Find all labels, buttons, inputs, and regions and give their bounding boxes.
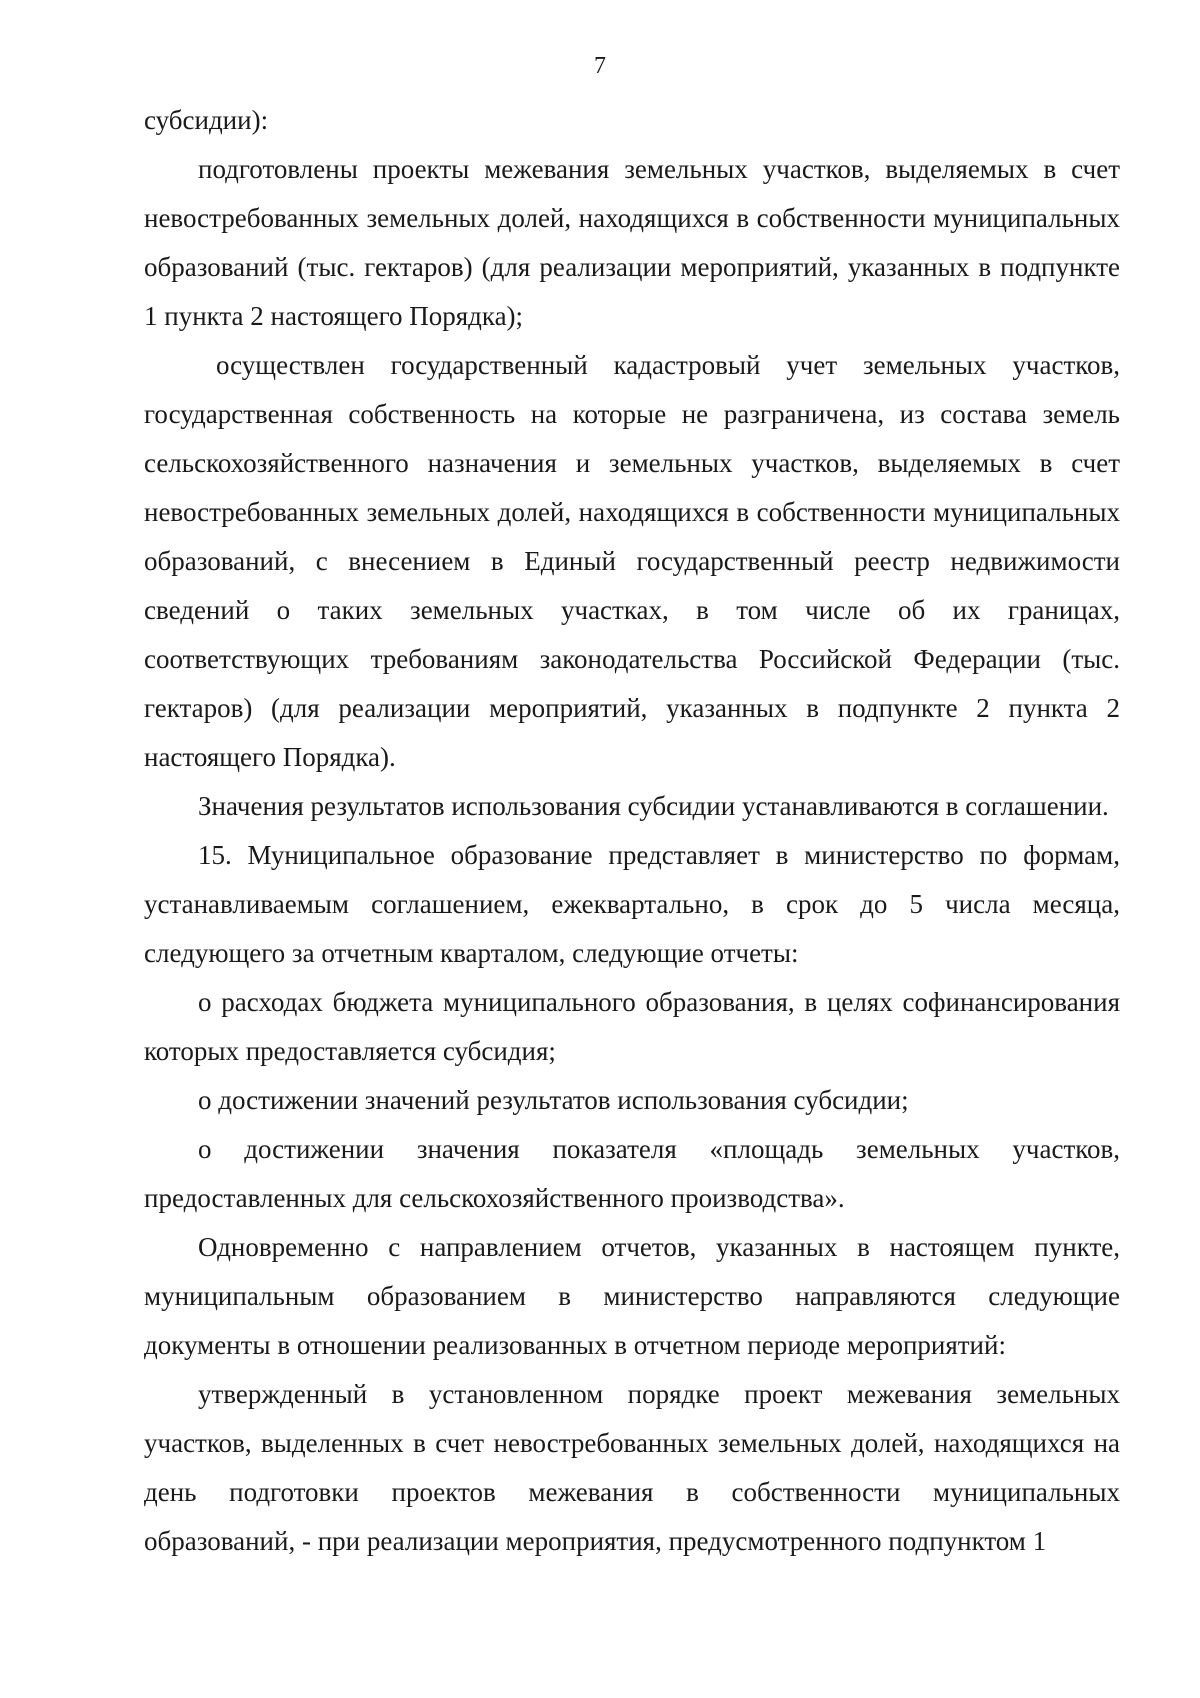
paragraph-result-values: Значения результатов использования субсидии устанавливаются в соглашении. — [198, 791, 1109, 821]
paragraph-report-expenses: о расходах бюджета муниципального образования, в целях софинансирования которых предоставляется субсидия; — [144, 987, 1120, 1066]
paragraph-land-survey-projects: подготовлены проекты межевания земельных участков, выделяемых в счет невостребованных земельных долей, находящихся в собственности муниципальных образований (тыс. гектаров) (для реализации мероприятий, указанных в подпункте 1 пункта 2 настоящего Порядка); — [144, 154, 1120, 331]
paragraph-report-results: о достижении значений результатов использования субсидии; — [198, 1085, 909, 1115]
paragraph-accompanying-documents: Одновременно с направлением отчетов, указанных в настоящем пункте, муниципальным образованием в министерство направляются следующие документы в отношении реализованных в отчетном периоде мероприятий: — [144, 1232, 1120, 1360]
paragraph-report-indicator: о достижении значения показателя «площадь земельных участков, предоставленных для сельскохозяйственного производства». — [144, 1134, 1120, 1213]
page-number: 7 — [594, 53, 606, 79]
document-body — [144, 96, 1120, 1566]
paragraph-approved-project: утвержденный в установленном порядке проект межевания земельных участков, выделенных в счет невостребованных земельных долей, находящихся на день подготовки проектов межевания в собственности муниципальных образований, - при реализации мероприятия, предусмотренного подпунктом 1 — [144, 1379, 1120, 1556]
paragraph-cadastral-registration: осуществлен государственный кадастровый учет земельных участков, государственная собственность на которые не разграничена, из состава земель сельскохозяйственного назначения и земельных участков, выделяемых в счет невостребованных земельных долей, находящихся в собственности муниципальных образований, с внесением в Единый государственный реестр недвижимости сведений о таких земельных участках, в том числе об их границах, соответствующих требованиям законодательства Российской Федерации (тыс. гектаров) (для реализации мероприятий, указанных в подпункте 2 пункта 2 настоящего Порядка). — [144, 350, 1120, 772]
paragraph-subsidy-end: субсидии): — [144, 105, 269, 135]
paragraph-item-15: 15. Муниципальное образование представляет в министерство по формам, устанавливаемым соглашением, ежеквартально, в срок до 5 числа месяца, следующего за отчетным кварталом, следующие отчеты: — [144, 840, 1120, 968]
